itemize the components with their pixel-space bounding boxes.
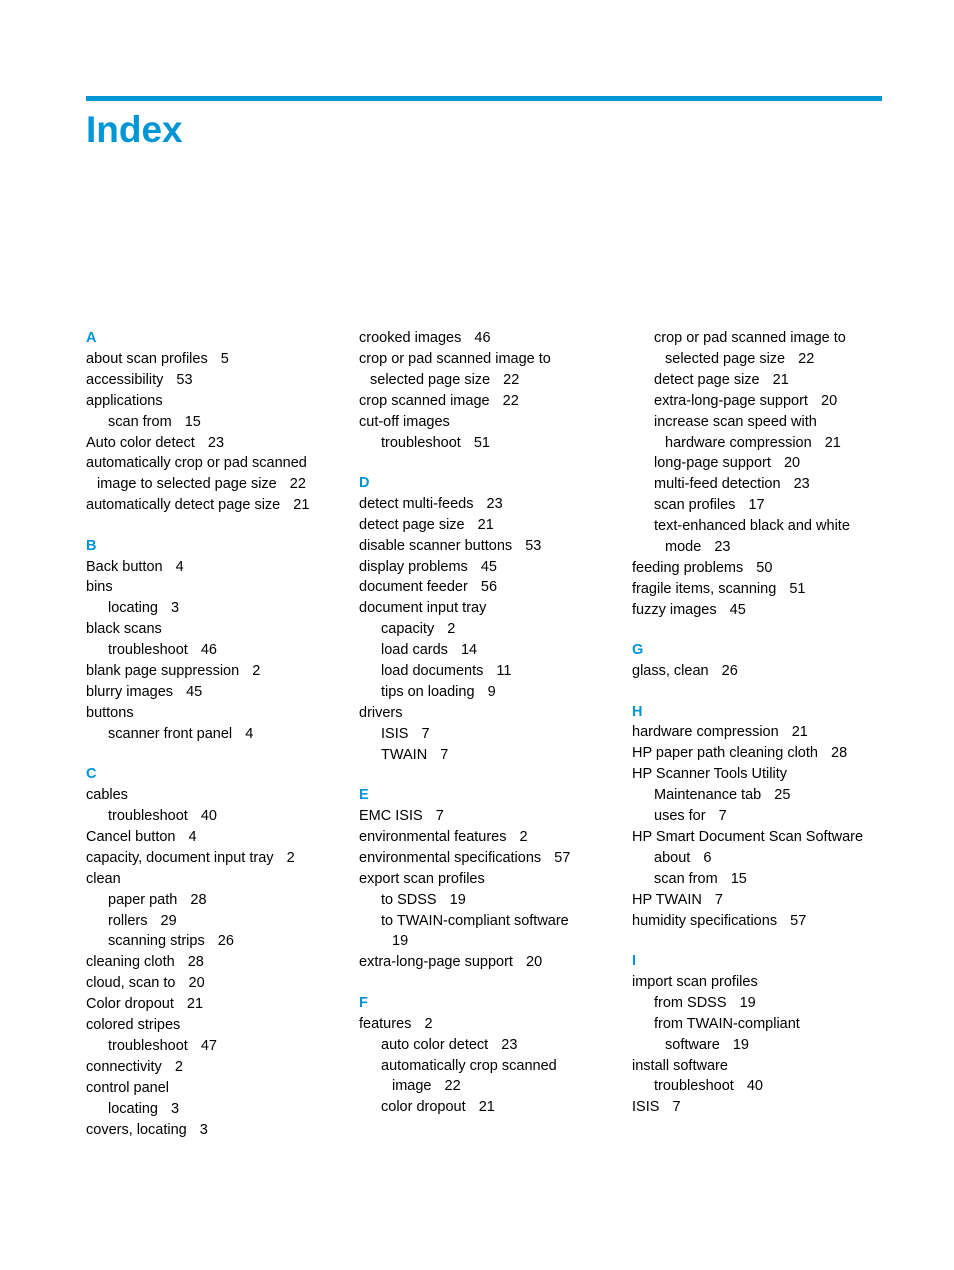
index-entry	[86, 433, 356, 454]
index-entry	[359, 703, 629, 724]
index-entry	[86, 349, 356, 370]
entry-term: detect multi-feeds	[359, 495, 474, 512]
index-entry	[632, 1014, 882, 1035]
entry-term: troubleshoot	[108, 1038, 188, 1054]
entry-term: HP Smart Document Scan Software	[632, 828, 864, 845]
page-number-link[interactable]: 4	[188, 828, 197, 845]
entry-term: image	[392, 1078, 432, 1095]
index-entry	[86, 370, 356, 391]
index-entry	[86, 495, 356, 516]
index-entry	[86, 661, 356, 682]
entry-term: to SDSS	[381, 891, 437, 908]
index-entry	[86, 931, 356, 952]
index-entry	[86, 577, 356, 598]
page-number-link[interactable]: 26	[721, 663, 738, 680]
page-number-link[interactable]: 7	[672, 1099, 681, 1116]
entry-term: glass, clean	[632, 663, 709, 680]
page-number-link[interactable]: 20	[526, 954, 543, 971]
entry-term: buttons	[86, 704, 134, 721]
page-number-link[interactable]: 22	[798, 350, 815, 367]
page-number-link[interactable]: 7	[421, 725, 430, 742]
entry-term: HP Scanner Tools Utility	[632, 766, 788, 783]
page-number-link[interactable]: 15	[730, 870, 747, 887]
entry-term: extra-long-page support	[654, 392, 808, 409]
entry-term: Back button	[86, 558, 163, 575]
index-entry	[632, 911, 882, 932]
entry-term: from SDSS	[654, 994, 727, 1011]
page-number-link[interactable]: 53	[176, 371, 193, 388]
index-entry	[86, 1120, 356, 1141]
page-number-link[interactable]: 25	[774, 787, 791, 804]
index-entry	[359, 370, 629, 391]
index-entry	[359, 1076, 629, 1097]
entry-term: Color dropout	[86, 996, 174, 1013]
index-entry	[86, 619, 356, 640]
page-number-link[interactable]: 21	[293, 497, 310, 514]
page-number-link[interactable]: 19	[449, 891, 466, 908]
entry-term: scanner front panel	[108, 725, 233, 742]
page-number-link[interactable]: 28	[831, 745, 848, 762]
page-number-link[interactable]: 47	[200, 1038, 217, 1054]
page-number-link[interactable]: 2	[424, 1015, 433, 1032]
page-number-link[interactable]: 7	[440, 746, 449, 763]
index-group-i	[632, 951, 882, 1118]
entry-term: colored stripes	[86, 1017, 181, 1034]
page-number-link[interactable]: 3	[171, 600, 180, 617]
index-entry	[359, 724, 629, 745]
entry-term: feeding problems	[632, 559, 744, 576]
page-number-link[interactable]: 23	[501, 1036, 518, 1053]
entry-term: clean	[86, 870, 121, 887]
entry-term: environmental features	[359, 828, 507, 845]
page-number-link[interactable]: 3	[171, 1100, 180, 1117]
entry-term: rollers	[108, 912, 148, 929]
entry-term: troubleshoot	[381, 434, 461, 451]
entry-term: display problems	[359, 558, 468, 575]
entry-term: extra-long-page support	[359, 954, 513, 971]
index-entry	[359, 869, 629, 890]
index-entry	[632, 579, 882, 600]
page-number-link[interactable]: 29	[160, 912, 177, 929]
page-number-link[interactable]: 23	[207, 434, 225, 451]
entry-term: connectivity	[86, 1058, 162, 1075]
index-entry	[632, 1076, 882, 1097]
index-entry	[359, 577, 629, 598]
entry-term: crop scanned image	[359, 392, 490, 409]
index-entry	[632, 722, 882, 743]
entry-term: multi-feed detection	[654, 476, 781, 493]
index-entry	[632, 328, 882, 349]
page-number-link[interactable]: 22	[502, 392, 519, 409]
entry-term: applications	[86, 392, 163, 409]
index-entry	[359, 349, 629, 370]
entry-term: troubleshoot	[108, 642, 188, 659]
entry-term: cut-off images	[359, 413, 450, 430]
page-number-link[interactable]: 11	[496, 663, 512, 680]
page-number-link[interactable]: 20	[783, 455, 801, 472]
entry-term: about scan profiles	[86, 350, 208, 367]
entry-term: scan from	[108, 413, 172, 430]
page-number-link[interactable]: 28	[190, 891, 207, 908]
section-letter: A	[86, 330, 97, 346]
index-entry	[359, 391, 629, 412]
entry-term: about	[654, 849, 691, 866]
index-entry	[86, 557, 356, 578]
page-number-link[interactable]: 19	[732, 1036, 749, 1053]
entry-term: crooked images	[359, 330, 462, 346]
page-number-link[interactable]: 45	[729, 601, 746, 618]
page-number-link[interactable]: 21	[824, 434, 841, 451]
entry-term: Cancel button	[86, 828, 176, 845]
section-letter: D	[359, 474, 370, 491]
index-entry	[86, 911, 356, 932]
entry-term: mode	[665, 539, 702, 556]
page-number-link[interactable]: 2	[447, 621, 456, 638]
index-entry	[86, 890, 356, 911]
index-entry	[632, 1056, 882, 1077]
entry-term: accessibility	[86, 371, 164, 388]
entry-term: import scan profiles	[632, 973, 758, 990]
index-entry	[632, 972, 882, 993]
index-entry	[359, 745, 629, 766]
index-entry	[86, 869, 356, 890]
index-entry	[632, 558, 882, 579]
index-entry	[86, 724, 356, 745]
index-entry	[86, 640, 356, 661]
index-entry	[359, 827, 629, 848]
entry-term: features	[359, 1015, 412, 1032]
index-entry	[359, 619, 629, 640]
page-number-link[interactable]: 23	[793, 476, 810, 493]
index-entry	[86, 598, 356, 619]
page-number-link[interactable]: 50	[756, 559, 773, 576]
index-entry	[86, 848, 356, 869]
index-entry	[632, 412, 882, 433]
index-entry	[86, 453, 356, 474]
entry-term: 19	[392, 933, 409, 950]
entry-term: Auto color detect	[86, 434, 195, 451]
index-entry	[632, 827, 882, 848]
index-group-d	[359, 473, 629, 766]
index-entry	[632, 993, 882, 1014]
index-entry	[632, 1097, 882, 1118]
index-entry	[632, 453, 882, 474]
index-entry	[86, 1078, 356, 1099]
index-entry	[86, 412, 356, 433]
page-number-link[interactable]: 45	[186, 684, 203, 700]
entry-term: capacity, document input tray	[86, 849, 274, 866]
page-number-link[interactable]: 3	[199, 1121, 208, 1138]
index-entry	[359, 682, 629, 703]
index-entry	[632, 1035, 882, 1056]
index-entry	[632, 391, 882, 412]
entry-term: load documents	[381, 663, 484, 680]
index-entry	[359, 328, 629, 349]
index-entry	[359, 848, 629, 869]
page-number-link[interactable]: 2	[286, 849, 295, 866]
entry-term: bins	[86, 579, 113, 596]
page-number-link[interactable]: 46	[200, 642, 217, 659]
entry-term: EMC ISIS	[359, 808, 423, 825]
page-number-link[interactable]: 57	[790, 912, 807, 929]
index-column-3	[632, 328, 882, 1138]
page-number-link[interactable]: 9	[487, 684, 496, 700]
page-number-link[interactable]: 40	[746, 1078, 763, 1095]
entry-term: software	[665, 1036, 720, 1053]
entry-term: load cards	[381, 642, 448, 659]
index-entry	[86, 1099, 356, 1120]
section-letter: H	[632, 703, 643, 720]
page-number-link[interactable]: 51	[789, 580, 806, 597]
entry-term: export scan profiles	[359, 870, 485, 887]
index-entry	[359, 536, 629, 557]
entry-term: paper path	[108, 891, 178, 908]
index-entry	[86, 703, 356, 724]
page-number-link[interactable]: 46	[474, 330, 491, 346]
entry-term: troubleshoot	[108, 808, 188, 825]
page-number-link[interactable]: 14	[460, 642, 478, 659]
page-number-link[interactable]: 21	[791, 724, 808, 741]
entry-term: crop or pad scanned image to	[654, 330, 846, 346]
page-title: Index	[86, 109, 183, 150]
page-number-link[interactable]: 56	[480, 579, 498, 596]
entry-term: Maintenance tab	[654, 787, 762, 804]
index-entry	[359, 806, 629, 827]
page-number-link[interactable]: 7	[718, 808, 727, 825]
index-group-c	[86, 764, 356, 1140]
index-entry	[632, 848, 882, 869]
entry-term: covers, locating	[86, 1121, 187, 1138]
page-number-link[interactable]: 53	[525, 537, 542, 554]
entry-term: drivers	[359, 704, 403, 721]
page-number-link[interactable]: 23	[714, 539, 731, 556]
index-entry	[632, 433, 882, 454]
index-entry	[86, 391, 356, 412]
index-entry	[632, 370, 882, 391]
header-rule	[86, 96, 882, 101]
index-entry	[86, 1036, 356, 1057]
entry-term: troubleshoot	[654, 1078, 734, 1095]
index-entry	[359, 1035, 629, 1056]
page-number-link[interactable]: 22	[289, 476, 306, 493]
entry-term: auto color detect	[381, 1036, 489, 1053]
index-entry	[86, 474, 356, 495]
index-entry	[359, 433, 629, 454]
index-entry	[86, 973, 356, 994]
page-number-link[interactable]: 4	[245, 725, 254, 742]
page-number-link[interactable]: 20	[821, 392, 838, 409]
entry-term: automatically detect page size	[86, 497, 281, 514]
index-entry	[359, 931, 629, 952]
entry-term: color dropout	[381, 1099, 466, 1116]
entry-term: hardware compression	[665, 434, 812, 451]
page-number-link[interactable]: 28	[187, 954, 204, 971]
index-entry	[632, 764, 882, 785]
page-number-link[interactable]: 21	[478, 1099, 495, 1116]
entry-term: long-page support	[654, 455, 771, 472]
index-entry	[632, 474, 882, 495]
entry-term: TWAIN	[381, 746, 428, 763]
entry-term: HP TWAIN	[632, 891, 702, 908]
entry-term: scan profiles	[654, 497, 736, 514]
index-entry	[632, 890, 882, 911]
index-entry	[632, 785, 882, 806]
entry-term: control panel	[86, 1079, 170, 1096]
index-group-f	[359, 993, 629, 1118]
entry-term: ISIS	[381, 725, 409, 742]
entry-term: fragile items, scanning	[632, 580, 777, 597]
index-entry	[632, 495, 882, 516]
index-entry	[359, 557, 629, 578]
page-number-link[interactable]: 40	[200, 808, 217, 825]
index-entry	[86, 1015, 356, 1036]
section-letter: F	[359, 994, 368, 1011]
section-letter: E	[359, 787, 369, 804]
entry-term: HP paper path cleaning cloth	[632, 745, 818, 762]
index-group-a	[86, 328, 356, 516]
index-entry	[86, 682, 356, 703]
entry-term: cloud, scan to	[86, 975, 176, 992]
index-entry	[359, 1014, 629, 1035]
page-number-link[interactable]: 45	[480, 558, 497, 575]
index-entry	[359, 1056, 629, 1077]
entry-term: scan from	[654, 870, 718, 887]
entry-term: disable scanner buttons	[359, 537, 513, 554]
page-number-link[interactable]: 5	[220, 350, 229, 367]
entry-term: text-enhanced black and white	[654, 518, 850, 535]
entry-term: automatically crop scanned	[381, 1057, 557, 1074]
index-entry	[359, 598, 629, 619]
page-number-link[interactable]: 6	[703, 849, 712, 866]
page-number-link[interactable]: 21	[186, 996, 204, 1013]
entry-term: environmental specifications	[359, 849, 542, 866]
page-number-link[interactable]: 2	[174, 1058, 183, 1075]
entry-term: uses for	[654, 808, 706, 825]
entry-term: detect page size	[654, 371, 760, 388]
entry-term: document input tray	[359, 600, 487, 617]
entry-term: locating	[108, 1100, 158, 1117]
entry-term: cleaning cloth	[86, 954, 175, 971]
entry-term: blank page suppression	[86, 663, 240, 680]
entry-term: to TWAIN-compliant software	[381, 912, 569, 929]
page-number-link[interactable]: 21	[477, 516, 494, 533]
entry-term: black scans	[86, 621, 162, 638]
index-entry	[632, 600, 882, 621]
index-entry	[359, 1097, 629, 1118]
entry-term: tips on loading	[381, 684, 475, 700]
section-letter: B	[86, 537, 97, 554]
index-column-1	[86, 328, 356, 1160]
index-entry	[86, 785, 356, 806]
index-group-continued	[632, 328, 882, 621]
page-number-link[interactable]: 57	[554, 849, 571, 866]
index-group-b	[86, 536, 356, 745]
index-group-e	[359, 785, 629, 973]
index-entry	[632, 743, 882, 764]
index-entry	[632, 661, 882, 682]
page-number-link[interactable]: 7	[435, 808, 444, 825]
index-group-g	[632, 640, 882, 682]
entry-term: image to selected page size	[97, 476, 277, 493]
entry-term: detect page size	[359, 516, 465, 533]
index-entry	[86, 827, 356, 848]
page-number-link[interactable]: 4	[175, 558, 184, 575]
index-entry	[632, 516, 882, 537]
index-entry	[359, 515, 629, 536]
entry-term: selected page size	[665, 350, 786, 367]
page-number-link[interactable]: 26	[217, 933, 234, 950]
page-number-link[interactable]: 15	[184, 413, 201, 430]
page-number-link[interactable]: 21	[772, 371, 789, 388]
entry-term: blurry images	[86, 684, 174, 700]
section-letter: C	[86, 766, 97, 783]
section-letter: G	[632, 642, 644, 659]
index-entry	[359, 640, 629, 661]
page-number-link[interactable]: 17	[748, 497, 765, 514]
index-entry	[632, 869, 882, 890]
page-number-link[interactable]: 19	[739, 994, 756, 1011]
page-number-link[interactable]: 51	[473, 434, 490, 451]
entry-term: document feeder	[359, 579, 468, 596]
index-group-h	[632, 702, 882, 932]
index-entry	[86, 994, 356, 1015]
index-entry	[359, 412, 629, 433]
entry-term: automatically crop or pad scanned	[86, 455, 307, 472]
entry-term: scanning strips	[108, 933, 205, 950]
entry-term: increase scan speed with	[654, 413, 817, 430]
index-column-2	[359, 328, 629, 1138]
index-entry	[359, 911, 629, 932]
page-number-link[interactable]: 22	[444, 1078, 461, 1095]
index-entry	[632, 537, 882, 558]
page-number-link[interactable]: 2	[519, 828, 528, 845]
entry-term: fuzzy images	[632, 601, 717, 618]
page-number-link[interactable]: 2	[252, 663, 261, 680]
index-entry	[86, 952, 356, 973]
entry-term: capacity	[381, 621, 435, 638]
index-entry	[632, 349, 882, 370]
entry-term: install software	[632, 1057, 728, 1074]
index-entry	[359, 661, 629, 682]
entry-term: hardware compression	[632, 724, 779, 741]
section-letter: I	[632, 952, 637, 969]
index-entry	[359, 494, 629, 515]
entry-term: crop or pad scanned image to	[359, 350, 551, 367]
index-group-continued	[359, 328, 629, 453]
entry-term: cables	[86, 787, 128, 804]
entry-term: locating	[108, 600, 158, 617]
page-number-link[interactable]: 7	[714, 891, 723, 908]
index-entry	[86, 1057, 356, 1078]
entry-term: selected page size	[370, 371, 491, 388]
page-number-link[interactable]: 23	[486, 495, 503, 512]
entry-term: humidity specifications	[632, 912, 778, 929]
entry-term: ISIS	[632, 1099, 660, 1116]
page-number-link[interactable]: 22	[503, 371, 520, 388]
index-entry	[359, 952, 629, 973]
entry-term: from TWAIN-compliant	[654, 1015, 800, 1032]
index-entry	[86, 806, 356, 827]
index-entry	[632, 806, 882, 827]
page-number-link[interactable]: 20	[188, 975, 205, 992]
index-entry	[359, 890, 629, 911]
